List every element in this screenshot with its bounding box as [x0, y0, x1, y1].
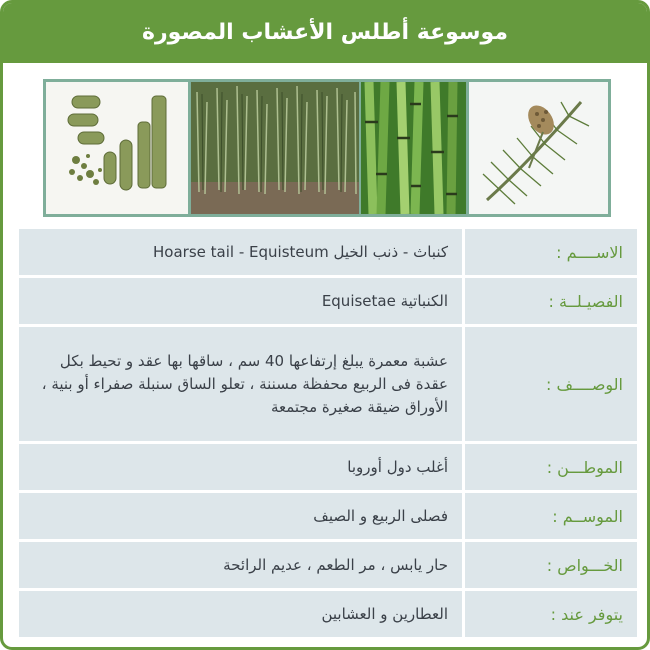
image-strip	[43, 79, 611, 217]
table-row-description	[19, 327, 637, 441]
row-value: حار يابس ، مر الطعم ، عديم الرائحة	[19, 542, 462, 588]
horsetail-stems-closeup-image	[361, 82, 466, 214]
horsetail-sprig-image	[469, 82, 608, 214]
row-value: الكنباتية Equisetae	[19, 278, 462, 324]
row-value: فصلى الربيع و الصيف	[19, 493, 462, 539]
row-label: الخـــواص :	[465, 542, 637, 588]
table-row-season	[19, 493, 637, 539]
row-value: أغلب دول أوروبا	[19, 444, 462, 490]
row-label: الموطـــن :	[465, 444, 637, 490]
row-label: الاســــم :	[465, 229, 637, 275]
row-value: كنباث - ذنب الخيل Hoarse tail - Equisteum	[19, 229, 462, 275]
row-label: يتوفر عند :	[465, 591, 637, 637]
row-value: العطارين و العشابين	[19, 591, 462, 637]
horsetail-field-image	[191, 82, 359, 214]
row-label: الفصيـلــة :	[465, 278, 637, 324]
table-row-name	[19, 229, 637, 275]
row-value: عشبة معمرة يبلغ إرتفاعها 40 سم ، ساقها بها عقد و تحيط بكل عقدة فى الربيع محفظة مسننة ، تعلو الساق سنبلة صفراء أو بنية ، الأوراق ضيقة صغيرة مجتمعة	[19, 327, 462, 441]
row-label: الوصــــف :	[465, 327, 637, 441]
horsetail-capsules-image	[46, 82, 188, 214]
table-row-properties	[19, 542, 637, 588]
table-row-family	[19, 278, 637, 324]
table-row-habitat	[19, 444, 637, 490]
page-title: موسوعة أطلس الأعشاب المصورة	[3, 3, 647, 63]
table-row-availability	[19, 591, 637, 637]
row-label: الموســم :	[465, 493, 637, 539]
